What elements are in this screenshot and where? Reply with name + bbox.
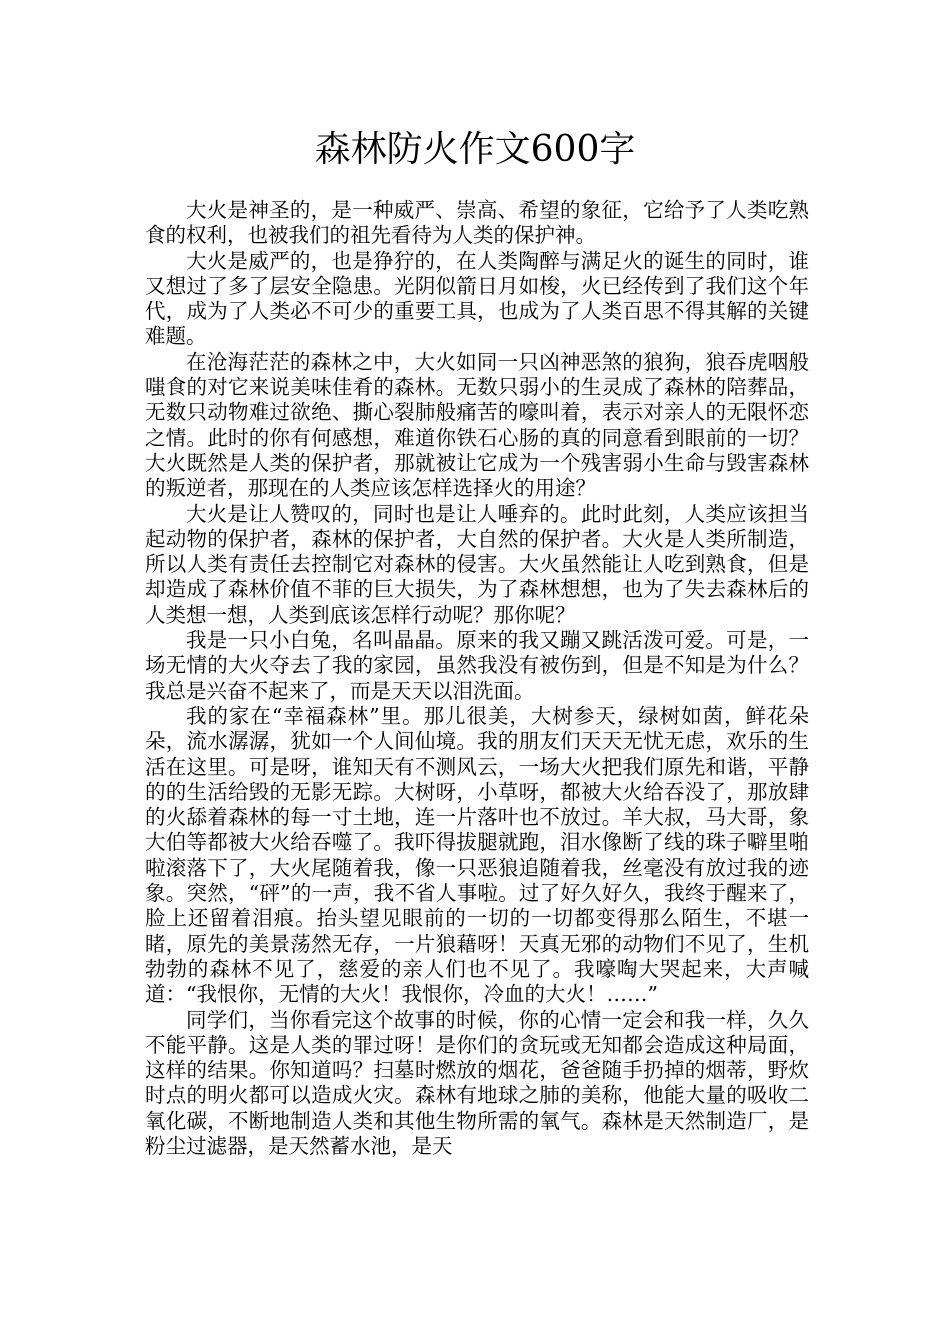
- document-body: [145, 198, 809, 1159]
- paragraph-7: 同学们，当你看完这个故事的时候，你的心情一定会和我一样，久久不能平静。这是人类的罪过呀！是你们的贪玩或无知都会造成这种局面，这样的结果。你知道吗？扫墓时燃放的烟花，爸爸随手扔掉的烟蒂，野炊时点的明火都可以造成火灾。森林有地球之肺的美称，他能大量的吸收二氧化碳，不断地制造人类和其他生物所需的氧气。森林是天然制造厂，是粉尘过滤器，是天然蓄水池，是天: [145, 1007, 809, 1158]
- paragraph-6: 我的家在“幸福森林”里。那儿很美，大树参天，绿树如茵，鲜花朵朵，流水潺潺，犹如一个人间仙境。我的朋友们天天无忧无虑，欢乐的生活在这里。可是呀，谁知天有不测风云，一场大火把我们原先和谐，平静的的生活给毁的无影无踪。大树呀，小草呀，都被大火给吞没了，那放肆的火舔着森林的每一寸土地，连一片落叶也不放过。羊大叔，马大哥，象大伯等都被大火给吞噬了。我吓得拔腿就跑，泪水像断了线的珠子噼里啪啦滚落下了，大火尾随着我，像一只恶狼追随着我，丝毫没有放过我的迹象。突然，“砰”的一声，我不省人事啦。过了好久好久，我终于醒来了，脸上还留着泪痕。抬头望见眼前的一切的一切都变得那么陌生，不堪一睹，原先的美景荡然无存，一片狼藉呀！天真无邪的动物们不见了，生机勃勃的森林不见了，慈爱的亲人们也不见了。我嚎啕大哭起来，大声喊道：“我恨你，无情的大火！我恨你，冷血的大火！……”: [145, 703, 809, 1007]
- paragraph-5: 我是一只小白兔，名叫晶晶。原来的我又蹦又跳活泼可爱。可是，一场无情的大火夺去了我的家园，虽然我没有被伤到，但是不知是为什么？我总是兴奋不起来了，而是天天以泪洗面。: [145, 628, 809, 703]
- paragraph-3: 在沧海茫茫的森林之中，大火如同一只凶神恶煞的狼狗，狼吞虎咽般嗤食的对它来说美味佳肴的森林。无数只弱小的生灵成了森林的陪葬品，无数只动物难过欲绝、撕心裂肺般痛苦的嚎叫着，表示对亲人的无限怀恋之情。此时的你有何感想，难道你铁石心肠的真的同意看到眼前的一切？大火既然是人类的保护者，那就被让它成为一个残害弱小生命与毁害森林的叛逆者，那现在的人类应该怎样选择火的用途？: [145, 349, 809, 501]
- paragraph-2: 大火是威严的，也是狰狞的，在人类陶醉与满足火的诞生的同时，谁又想过了多了层安全隐患。光阴似箭日月如梭，火已经传到了我们这个年代，成为了人类必不可少的重要工具，也成为了人类百思不得其解的关键难题。: [145, 248, 809, 349]
- paragraph-4: 大火是让人赞叹的，同时也是让人唾弃的。此时此刻，人类应该担当起动物的保护者，森林的保护者，大自然的保护者。大火是人类所制造，所以人类有责任去控制它对森林的侵害。大火虽然能让人吃到熟食，但是却造成了森林价值不菲的巨大损失，为了森林想想，也为了失去森林后的人类想一想，人类到底该怎样行动呢？那你呢？: [145, 501, 809, 627]
- paragraph-1: 大火是神圣的，是一种威严、崇高、希望的象征，它给予了人类吃熟食的权利，也被我们的祖先看待为人类的保护神。: [145, 198, 809, 248]
- document-title: 森林防火作文600字: [314, 129, 636, 170]
